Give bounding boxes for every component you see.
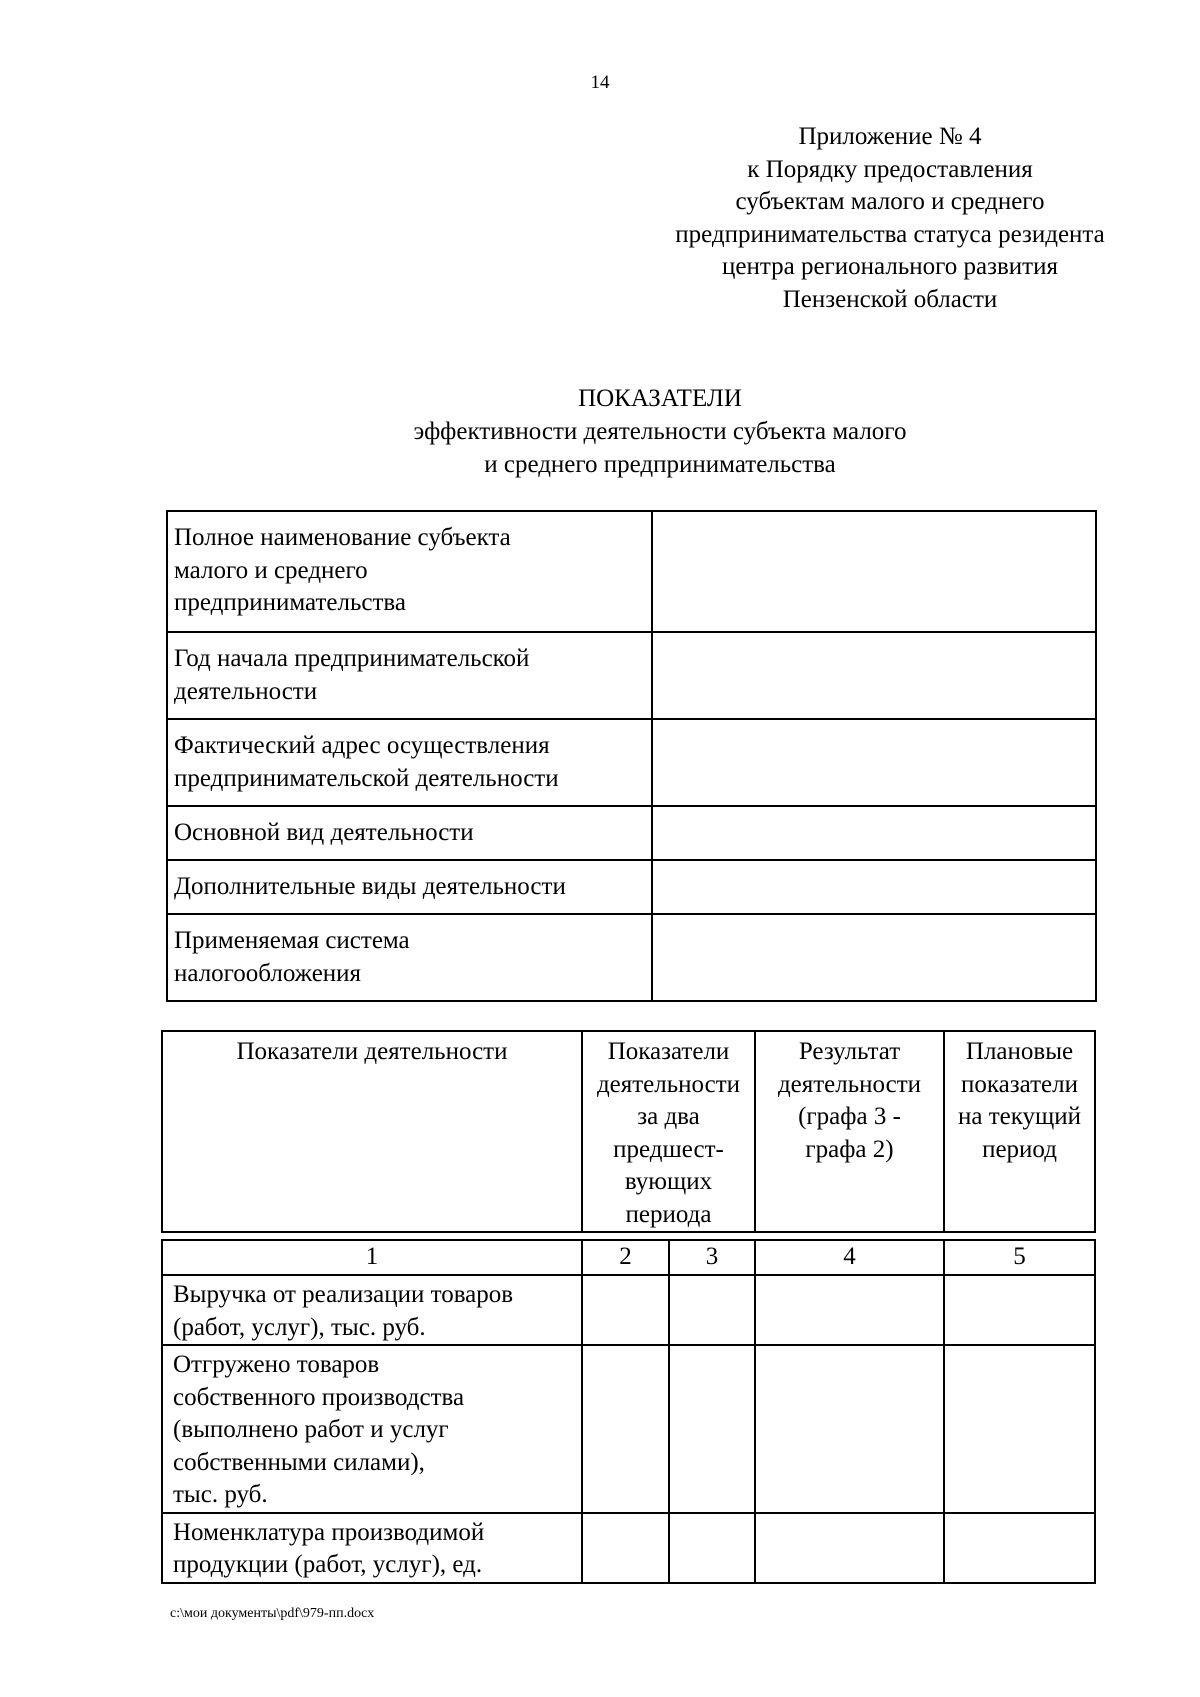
header-line: за два [637,1103,700,1130]
title-subtitle-line: эффективности деятельности субъекта малого [413,418,907,445]
appendix-line: Приложение № 4 [798,123,982,150]
column-number: 1 [162,1240,582,1275]
info-label-cell [167,719,652,806]
title-subtitle-line: и среднего предпринимательства [484,451,836,478]
metric-value-cell[interactable] [944,1275,1095,1345]
appendix-line: Пензенской области [782,285,998,313]
header-line: на текущий [957,1103,1082,1130]
metric-value-cell[interactable] [582,1275,669,1345]
metric-value-cell[interactable] [582,1345,669,1513]
info-row [167,511,1096,632]
header-line: деятельности [777,1070,922,1098]
metric-value-cell[interactable] [755,1275,944,1345]
metric-value-cell[interactable] [669,1345,755,1513]
header-line: Показатели [607,1038,730,1065]
info-label-cell [167,914,652,1001]
header-line: Результат [798,1038,901,1065]
info-value-cell[interactable] [652,860,1096,914]
performance-metrics-table [161,1030,1096,1584]
metric-value-cell[interactable] [755,1513,944,1583]
header-line: деятельности [596,1070,741,1098]
info-value-cell[interactable] [652,511,1096,632]
metric-label-line: Отгружено товаров [173,1351,380,1378]
info-row [167,860,1096,914]
info-label-cell [167,511,652,632]
info-label-line: Применяемая система [174,927,410,954]
metric-row [162,1513,1095,1583]
metric-label-line: тыс. руб. [173,1481,268,1508]
metric-label-line: Номенклатура производимой [173,1518,485,1546]
header-separator [162,1232,1095,1240]
metric-label-cell [162,1513,582,1583]
metric-value-cell[interactable] [582,1513,669,1583]
metric-value-cell[interactable] [669,1513,755,1583]
header-line: Плановые [965,1038,1074,1065]
metric-value-cell[interactable] [755,1345,944,1513]
info-row [167,719,1096,806]
info-label-line: предпринимательства [174,589,406,616]
appendix-line: к Порядку предоставления [747,155,1033,183]
title-heading: ПОКАЗАТЕЛИ [578,385,742,412]
header-line: показатели [961,1070,1078,1098]
info-value-cell[interactable] [652,914,1096,1001]
info-row [167,914,1096,1001]
header-line: вующих [624,1168,713,1195]
metric-label-cell [162,1345,582,1513]
metric-value-cell[interactable] [944,1345,1095,1513]
metrics-header-row [162,1031,1095,1232]
info-label-line: предпринимательской деятельности [174,764,559,792]
header-line: предшест- [613,1135,724,1163]
header-line: период [982,1135,1057,1163]
info-label-line: налогообложения [174,959,362,987]
header-line: (графа 3 - [798,1103,901,1130]
header-cell-planned [944,1031,1095,1232]
metric-value-cell[interactable] [944,1513,1095,1583]
appendix-header [640,121,1140,316]
column-number: 2 [582,1240,669,1275]
info-row [167,806,1096,860]
separator-cell [944,1232,1095,1240]
metric-label-cell [162,1275,582,1345]
info-label-line: Фактический адрес осуществления [174,732,550,759]
appendix-line: субъектам малого и среднего [735,188,1045,215]
separator-cell [582,1232,669,1240]
metric-label-line: собственными силами), [173,1448,425,1476]
separator-cell [669,1232,755,1240]
info-label-line: деятельности [174,677,318,705]
metric-value-cell[interactable] [669,1275,755,1345]
info-row [167,632,1096,719]
info-value-cell[interactable] [652,632,1096,719]
metric-label-line: собственного производства [173,1383,465,1411]
info-label-line: Основной вид деятельности [174,819,474,846]
info-label-line: Дополнительные виды деятельности [174,873,566,900]
footer-file-path: c:\мои документы\pdf\979-пп.docx [170,1606,375,1621]
header-cell-indicators [162,1031,582,1232]
page-number: 14 [590,72,610,93]
column-number-row [162,1240,1095,1275]
info-label-line: малого и среднего [174,556,368,584]
column-number: 4 [755,1240,944,1275]
info-value-cell[interactable] [652,806,1096,860]
info-value-cell[interactable] [652,719,1096,806]
info-label-cell [167,860,652,914]
header-line: Показатели деятельности [236,1038,508,1065]
info-label-cell [167,806,652,860]
metric-label-line: (выполнено работ и услуг [173,1416,449,1443]
info-label-line: Год начала предпринимательской [174,645,530,672]
metric-label-line: (работ, услуг), тыс. руб. [173,1313,426,1341]
info-label-line: Полное наименование субъекта [174,524,511,551]
metric-row [162,1275,1095,1345]
metric-row [162,1345,1095,1513]
appendix-line: центра регионального развития [722,253,1058,280]
column-number: 3 [669,1240,755,1275]
header-cell-result [755,1031,944,1232]
metric-label-line: Выручка от реализации товаров [173,1281,514,1308]
info-label-cell [167,632,652,719]
header-line: графа 2) [805,1135,894,1163]
column-number: 5 [944,1240,1095,1275]
metric-label-line: продукции (работ, услуг), ед. [173,1551,483,1578]
separator-cell [755,1232,944,1240]
appendix-line: предпринимательства статуса резидента [675,220,1105,248]
document-title [300,382,1020,481]
header-cell-previous-periods [582,1031,755,1232]
separator-cell [162,1232,582,1240]
entity-info-table [166,510,1097,1002]
header-line: периода [625,1200,712,1228]
